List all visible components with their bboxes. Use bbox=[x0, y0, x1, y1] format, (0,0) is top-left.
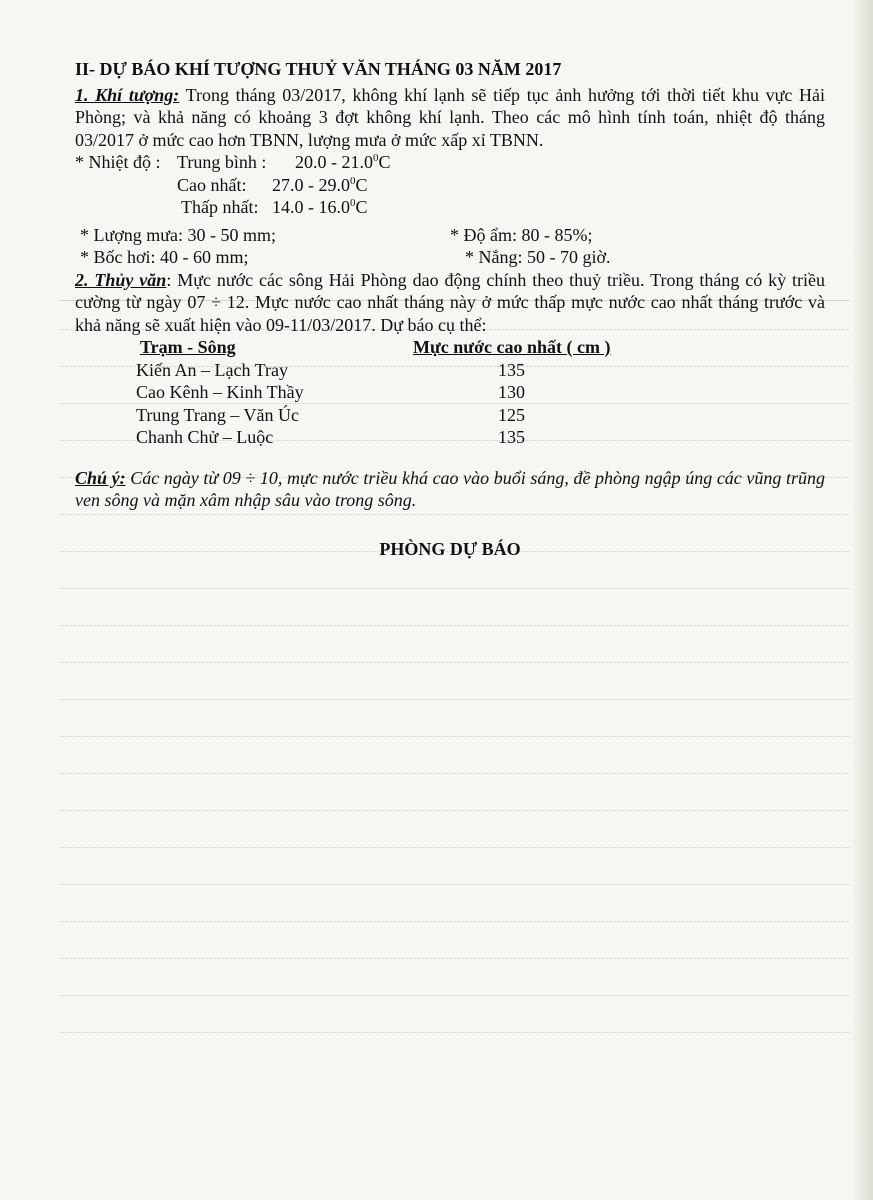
note-label: Chú ý: bbox=[75, 467, 126, 488]
station-name: Cao Kênh – Kinh Thầy bbox=[136, 382, 304, 402]
temp-max-row bbox=[75, 174, 825, 197]
temp-avg-row bbox=[75, 151, 825, 174]
note-paragraph bbox=[75, 467, 825, 512]
station-name: Trung Trang – Văn Úc bbox=[136, 404, 300, 425]
column-header-station: Trạm - Sông bbox=[140, 337, 236, 357]
rain-humidity-row bbox=[75, 224, 825, 247]
evaporation-sunshine-row bbox=[75, 246, 825, 269]
evaporation-value: * Bốc hơi: 40 - 60 mm; bbox=[80, 247, 249, 267]
station-name: Chanh Chử – Luộc bbox=[136, 427, 274, 447]
rain-value: * Lượng mưa: 30 - 50 mm; bbox=[80, 224, 277, 245]
hydrology-text: : Mực nước các sông Hải Phòng dao động chính theo thuỷ triều. Trong tháng có kỳ triều cường từ ngày 07 ÷ 12. Mực nước cao nhất tháng này ở mức thấp mực nước cao nhất tháng trước và khả năng sẽ xuất hiện vào 09-11/03/2017. Dự báo cụ thể: bbox=[75, 269, 825, 335]
table-row bbox=[75, 381, 825, 404]
temp-avg-value: 20.0 - 21.0$^0$C bbox=[295, 152, 391, 172]
scan-edge bbox=[851, 0, 873, 1200]
temp-label: * Nhiệt độ : bbox=[75, 152, 161, 172]
note-text: Các ngày từ 09 ÷ 10, mực nước triều khá cao vào buổi sáng, đề phòng ngập úng các vũng trũng ven sông và mặn xâm nhập sâu vào trong sông. bbox=[75, 467, 825, 510]
temp-max-label: Cao nhất: bbox=[177, 174, 247, 195]
temp-avg-label: Trung bình : bbox=[177, 152, 267, 172]
water-level: 135 bbox=[498, 427, 525, 447]
forecast-page bbox=[75, 58, 825, 560]
temp-min-label: Thấp nhất: bbox=[181, 197, 259, 217]
temp-min-row bbox=[75, 196, 825, 219]
temp-max-value: 27.0 - 29.0$^0$C bbox=[272, 174, 368, 195]
water-level: 135 bbox=[498, 359, 525, 380]
temp-min-value: 14.0 - 16.0$^0$C bbox=[272, 197, 368, 217]
water-level: 125 bbox=[498, 404, 525, 425]
section-title: II- DỰ BÁO KHÍ TƯỢNG THUỶ VĂN THÁNG 03 NĂM 2017 bbox=[75, 59, 562, 79]
station-name: Kiến An – Lạch Tray bbox=[136, 359, 288, 380]
water-level-table bbox=[75, 336, 825, 449]
column-header-level: Mực nước cao nhất ( cm ) bbox=[413, 337, 611, 357]
hydrology-paragraph bbox=[75, 269, 825, 337]
humidity-value: * Độ ẩm: 80 - 85%; bbox=[450, 224, 593, 245]
table-row bbox=[75, 404, 825, 427]
sunshine-value: * Nắng: 50 - 70 giờ. bbox=[465, 247, 611, 267]
table-row bbox=[75, 359, 825, 382]
meteorology-paragraph bbox=[75, 84, 825, 152]
signoff: PHÒNG DỰ BÁO bbox=[379, 538, 521, 559]
meteorology-label: 1. Khí tượng: bbox=[75, 84, 180, 105]
table-header bbox=[75, 336, 825, 359]
table-row bbox=[75, 426, 825, 449]
water-level: 130 bbox=[498, 382, 525, 402]
meteorology-text: Trong tháng 03/2017, không khí lạnh sẽ tiếp tục ảnh hưởng tới thời tiết khu vực Hải Phòng; và khả năng có khoảng 3 đợt không khí lạnh. Theo các mô hình tính toán, nhiệt độ tháng 03/2017 ở mức cao hơn TBNN, lượng mưa ở mức xấp xỉ TBNN. bbox=[75, 84, 826, 150]
hydrology-label: 2. Thủy văn bbox=[75, 269, 167, 290]
